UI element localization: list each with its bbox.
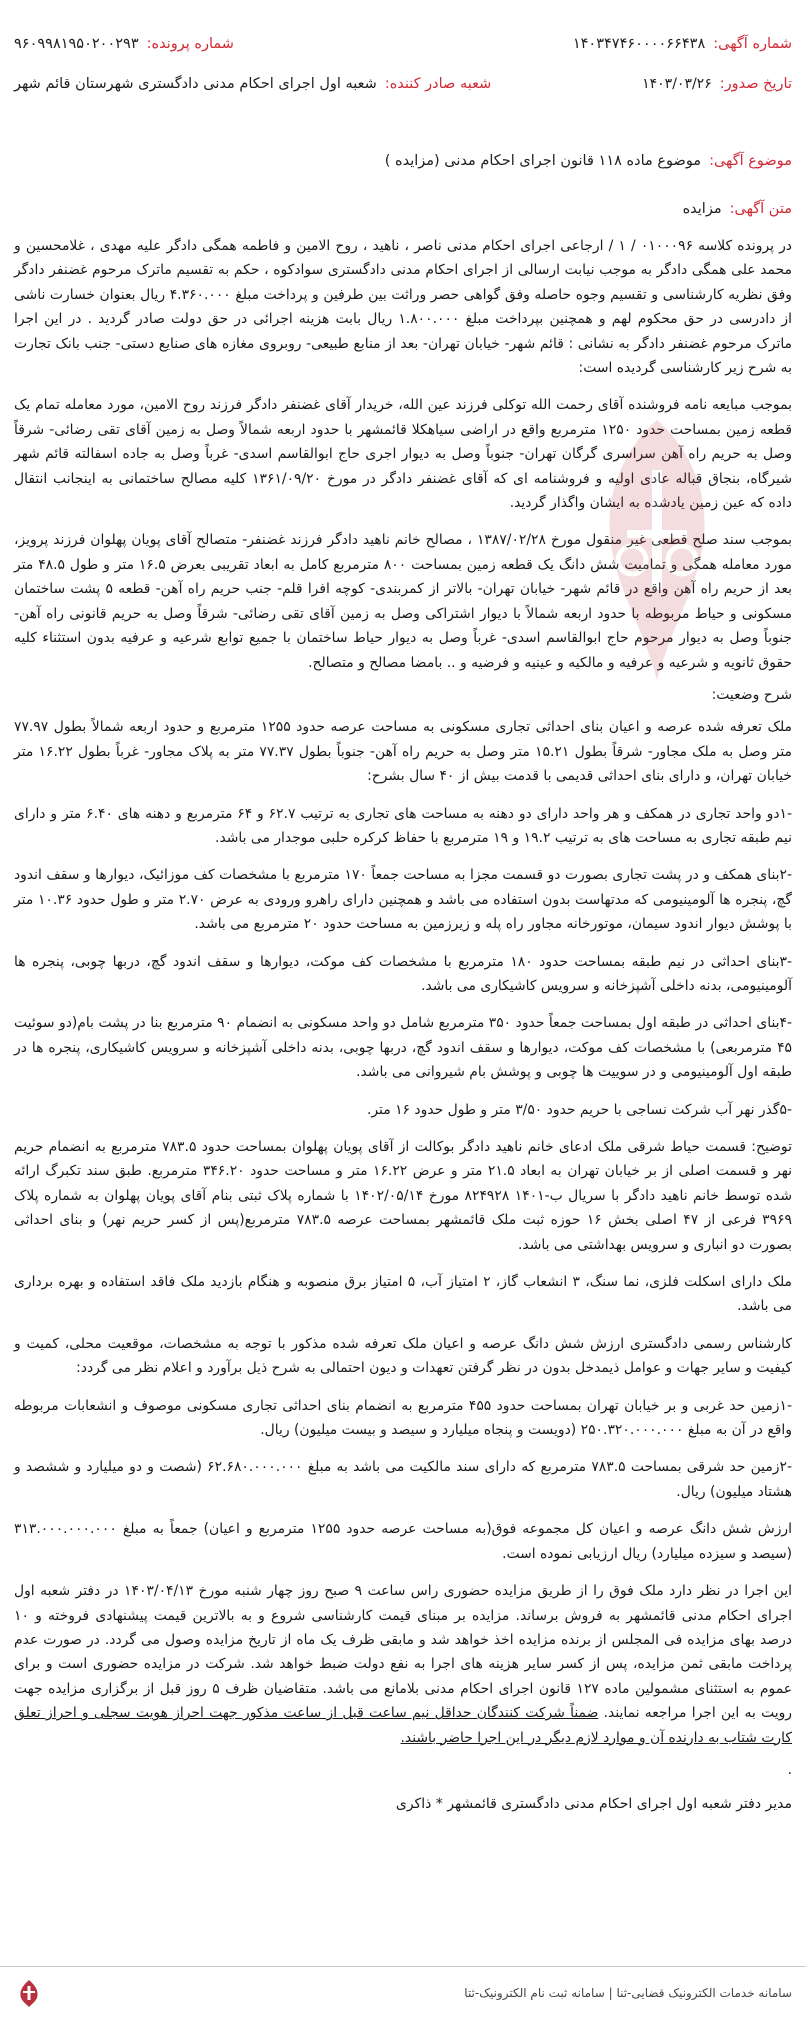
paragraph-explanation: توضیح: قسمت حیاط شرقی ملک ادعای خانم ناهید دادگر بوکالت از آقای پویان پهلوان بمساحت حدود ۷۸۳.۵ مترمربع به انضمام حریم نهر و قسمت اصلی از بر خیابان تهران به ابعاد ۲۱.۵ متر و عرض ۱۶.۲۲ متر و مساحت حدود ۳۴۶.۲۰ مترمربع. طبق سند تکبرگ ارائه شده توسط خانم ناهید دادگر با سریال ب-۱۴۰۱ ۸۲۴۹۲۸ مورخ ۱۴۰۲/۰۵/۱۴ با شماره پلاک ثبتی بنام آقای پویان پهلوان به شماره پلاک ۳۹۶۹ فرعی از ۴۷ اصلی بخش ۱۶ حوزه ثبت ملک قائمشهر بمساحت عرصه ۷۸۳.۵ مترمربع(پس از کسر حریم نهر) و بنای احداثی بصورت دو انباری و سرویس بهداشتی می باشد. [14,1139,792,1253]
paragraph-appraisal-intro: کارشناس رسمی دادگستری ارزش شش دانگ عرصه و اعیان ملک تعرفه شده مذکور با توجه به مشخصات، موقعیت محلی، کمیت و کیفیت و سایر جهات و عوامل ذیمدخل بدون در نظر گرفتن تعهدات و دیون احتمالی به شرح ذیل برآورد و اعلام نظر می گردد: [14,1335,792,1377]
issue-date-label: تاریخ صدور: [719,76,792,92]
paragraph-status-heading: شرح وضعیت: [711,686,792,703]
paragraph-total-value: ارزش شش دانگ عرصه و اعیان کل مجموعه فوق(به مساحت عرصه حدود ۱۲۵۵ مترمربع و اعیان) جمعاً به مبلغ ۳۱۳.۰۰۰.۰۰۰.۰۰۰ (سیصد و سیزده میلیارد) ریال ارزیابی نموده است. [14,1521,792,1562]
paragraph-dot: . [787,1761,792,1778]
paragraph-item-3: -۳بنای احداثی در نیم طبقه بمساحت حدود ۱۸۰ مترمربع با مشخصات کف موکت، دیوارها و سقف اندود گچ، دربها چوبی، پنجره ها آلومینیومی، بدنه داخلی آشپزخانه و سرویس کاشیکاری می باشد. [14,953,793,994]
issue-date [642,74,792,94]
ad-number [573,34,792,54]
signature-line: مدیر دفتر شعبه اول اجرای احکام مدنی دادگستری قائمشهر * ذاکری [395,1796,792,1813]
case-number-value: ۹۶۰۹۹۸۱۹۵۰۲۰۰۲۹۳ [14,36,139,52]
case-number [14,34,234,54]
auction-attendance-note: ضمناً شرکت کنندگان حداقل نیم ساعت قبل از ساعت مذکور جهت احراز هویت سجلی و احراز تعلق کارت شتاب به دارنده آن و موارد لازم دیگر در این اجرا حاضر باشند. [14,1705,792,1746]
paragraph-sale-contract: بموجب مبایعه نامه فروشنده آقای رحمت الله توکلی فرزند عین الله، خریدار آقای غضنفر دادگر فرزند روح الامین، مورد معامله تمام یک قطعه زمین بمساحت حدود ۱۲۵۰ مترمربع واقع در اراضی سیاهکلا قائمشهر با حدود اربعه شمالاً وصل به زمین آقای تقی رضائی- شرقاً وصل به حریم راه آهن سراسری گرگان تهران- جنوباً وصل به دیوار اجری حاج ابوالقاسم اسدی- غرباً وصل به جاده اسفالته قائم شهر شیرگاه، بنجاق قباله عادی اولیه و فروشنامه ای که آقای غضنفر دادگر در مورخ ۱۳۶۱/۰۹/۲۰ کلیه مصالح ساختمانی به اینجانب انتقال داده که عین زمین یادشده به ایشان واگذار گردید. [14,397,793,512]
subject-label: موضوع آگهی: [709,153,792,169]
ad-text-label: متن آگهی: [729,201,792,217]
notice-subject [14,150,792,172]
issuing-branch-label: شعبه صادر کننده: [384,76,492,92]
paragraph-item-4: -۴بنای احداثی در طبقه اول بمساحت جمعاً حدود ۳۵۰ مترمربع شامل دو واحد مسکونی به انضمام ۹۰ مترمربع بنا در پشت بام(دو سوئیت ۴۵ مترمربعی) با مشخصات کف موکت، دیوارها و سقف اندود گچ، دربها چوبی، بدنه داخلی آشپزخانه و سرویس کاشیکاری، پنجره ها در طبقه اول آلومینیومی و در سوییت ها چوبی و پوشش بام شیروانی می باشد. [14,1015,792,1081]
paragraph-case: در پرونده کلاسه ۰۱۰۰۰۹۶ / ۱ / ارجاعی اجرای احکام مدنی ناصر ، ناهید ، روح الامین و فاطمه همگی دادگر علیه مهدی ، غلامحسین و محمد علی همگی دادگر به موجب نیابت ارسالی از اجرای احکام مدنی دادگستری سوادکوه ، حکم به تقسیم ماترک مرحوم غضنفر دادگر وفق نظریه کارشناسی و تقسیم وجوه حاصله وفق گواهی حصر وراثت بین طرفین و پرداخت مبلغ ۴.۳۶۰.۰۰۰ ریال بعنوان خسارت ناشی از دادرسی در حق محکوم لهم و همچنین بپرداخت مبلغ ۱.۸۰۰.۰۰۰ ریال بابت هزینه اجرائی در حق دولت صادر گردید . در این اجرا ماترک مرحوم غضنفر دادگر به نشانی : قائم شهر- خیابان تهران- بعد از منابع طبیعی- روبروی مغازه های صنایع دستی- جنب بانک تجارت به شرح زیر کارشناسی گردیده است: [14,238,792,377]
paragraph-auction-terms [14,1579,792,1750]
judiciary-logo-icon [14,1978,44,2008]
paragraph-utilities: ملک دارای اسکلت فلزی، نما سنگ، ۳ انشعاب گاز، ۲ امتیاز آب، ۵ امتیاز برق منصوبه و هنگام بازدید ملک فاقد استفاده و بهره برداری می باشد. [14,1274,792,1315]
paragraph-item-1: -۱دو واحد تجاری در همکف و هر واحد دارای دو دهنه به مساحت های تجاری به ترتیب ۶۲.۷ و ۶۴ مترمربع و دهنه های ۶.۴۰ متر و دارای نیم طبقه تجاری به مساحت های به ترتیب ۱۹.۲ و ۱۹ مترمربع با حفاظ کرکره حلبی موجدار می باشد. [14,805,792,846]
issue-date-value: ۱۴۰۳/۰۳/۲۶ [642,76,712,92]
ad-number-label: شماره آگهی: [713,36,792,52]
page-footer [0,1966,806,2018]
footer-text: سامانه خدمات الکترونیک قضایی-ثنا | سامانه ثبت نام الکترونیک-ثتا [464,1985,792,2000]
ad-number-value: ۱۴۰۳۴۷۴۶۰۰۰۰۶۶۴۳۸ [572,36,706,52]
paragraph-settlement-deed: بموجب سند صلح قطعی غیر منقول مورخ ۱۳۸۷/۰۲/۲۸ ، مصالح خانم ناهید دادگر فرزند غضنفر- متصالح آقای پویان پهلوان فرزند پرویز، مورد معامله همگی و تمامیت شش دانگ یک قطعه زمین بمساحت ۸۰۰ مترمربع کامل به ابعاد تقریبی بعرض ۱۶.۵ متر و طول ۴۸.۵ متر بعد از حریم راه آهن واقع در قائم شهر- خیابان تهران- بالاتر از کمربندی- کوچه افرا قلم- جنب حریم راه آهن- قطعه ۵ پشت ساختمان مسکونی و حیاط مربوطه با حدود اربعه شمالاً با دیوار اشتراکی وصل به زمین آقای تقی رضائی- شرقاً وصل به حریم قانونی راه آهن- جنوباً وصل به دیوار مرحوم حاج ابوالقاسم اسدی- غرباً وصل به دیوار حیاط ساختمان با جمیع توابع شرعیه و عرفیه بدون استثناء کلیه حقوق ثانویه و شرعیه و عرفیه و مالکیه و عینیه و فرضیه و .. بامضا مصالح و متصالح. [14,532,792,671]
ad-text-value: مزایده [682,201,722,217]
notice-meta [14,0,792,114]
paragraph-valuation-2: -۲زمین حد شرقی بمساحت ۷۸۳.۵ مترمربع که دارای سند مالکیت می باشد به مبلغ ۶۲.۶۸۰.۰۰۰.۰۰۰ (شصت و دو میلیارد و ششصد و هشتاد میلیون) ریال. [14,1459,792,1500]
case-number-label: شماره پرونده: [146,36,234,52]
paragraph-property-description: ملک تعرفه شده عرصه و اعیان بنای احداثی تجاری مسکونی به مساحت عرصه حدود ۱۲۵۵ مترمربع و حدود اربعه شمالاً بطول ۷۷.۹۷ متر وصل به ملک مجاور- شرقاً بطول ۱۵.۲۱ متر وصل به حریم راه آهن- جنوباً بطول ۷۷.۳۷ متر به پلاک مجاور- غرباً بطول ۱۶.۲۲ متر خیابان تهران، و دارای بنای احداثی قدیمی با قدمت بیش از ۴۰ سال بشرح: [14,719,792,785]
paragraph-item-2: -۲بنای همکف و در پشت تجاری بصورت دو قسمت مجزا به مساحت جمعاً ۱۷۰ مترمربع با مشخصات کف موزائیک، دیوارها و سقف اندود گچ، پنجره ها آلومینیومی که مدتهاست بدون استفاده می باشد و همچنین دارای راهرو ورودی به عرض ۲.۷۰ متر و طول حدود ۱۰.۳۶ متر با پوشش دیوار اندود سیمان، موتورخانه مجاور راه پله و زیرزمین به مساحت حدود ۲۰ مترمربع می باشد. [14,867,792,933]
auction-terms-text: این اجرا در نظر دارد ملک فوق را از طریق مزایده حضوری راس ساعت ۹ صبح روز چهار شنبه مورخ ۱۴۰۳/۰۴/۱۳ در دفتر شعبه اول اجرای احکام مدنی قائمشهر به فروش برساند. مزایده بر مبنای قیمت کارشناسی شروع و به بالاترین قیمت پیشنهادی فروخته و ۱۰ درصد بهای مزایده فی المجلس از برنده مزایده اخذ خواهد شد و مابقی ظرف یک ماه از تاریخ مزایده وصول می گردد. در صورت عدم پرداخت مابقی ثمن مزایده، پس از کسر سایر هزینه های اجرا به نفع دولت ضبط خواهد شد. شرکت در مزایده حضوری است و برای عموم به استثنای مشمولین ماده ۱۲۷ قانون اجرای احکام مدنی بلامانع می باشد. متقاضیان ظرف ۵ روز قبل از برگزاری مزایده جهت رویت به این اجرا مراجعه نمایند. [14,1583,793,1722]
paragraph-item-5: -۵گذر نهر آب شرکت نساجی با حریم حدود ۳/۵۰ متر و طول حدود ۱۶ متر. [366,1101,792,1118]
notice-body [14,234,792,1816]
subject-value: موضوع ماده ۱۱۸ قانون اجرای احکام مدنی (مزایده ) [384,153,702,169]
issuing-branch-value: شعبه اول اجرای احکام مدنی دادگستری شهرستان قائم شهر [14,76,377,92]
meta-row-2 [14,74,792,114]
notice-text-header [14,198,792,220]
paragraph-valuation-1: -۱زمین حد غربی و بر خیابان تهران بمساحت حدود ۴۵۵ مترمربع به انضمام بنای احداثی تجاری مسکونی موصوف و انشعابات مربوطه واقع در آن به مبلغ ۲۵۰.۳۲۰.۰۰۰.۰۰۰ (دویست و پنجاه میلیارد و سیصد و بیست میلیون) ریال. [14,1397,792,1439]
meta-row-1 [14,34,792,74]
issuing-branch [14,74,491,94]
